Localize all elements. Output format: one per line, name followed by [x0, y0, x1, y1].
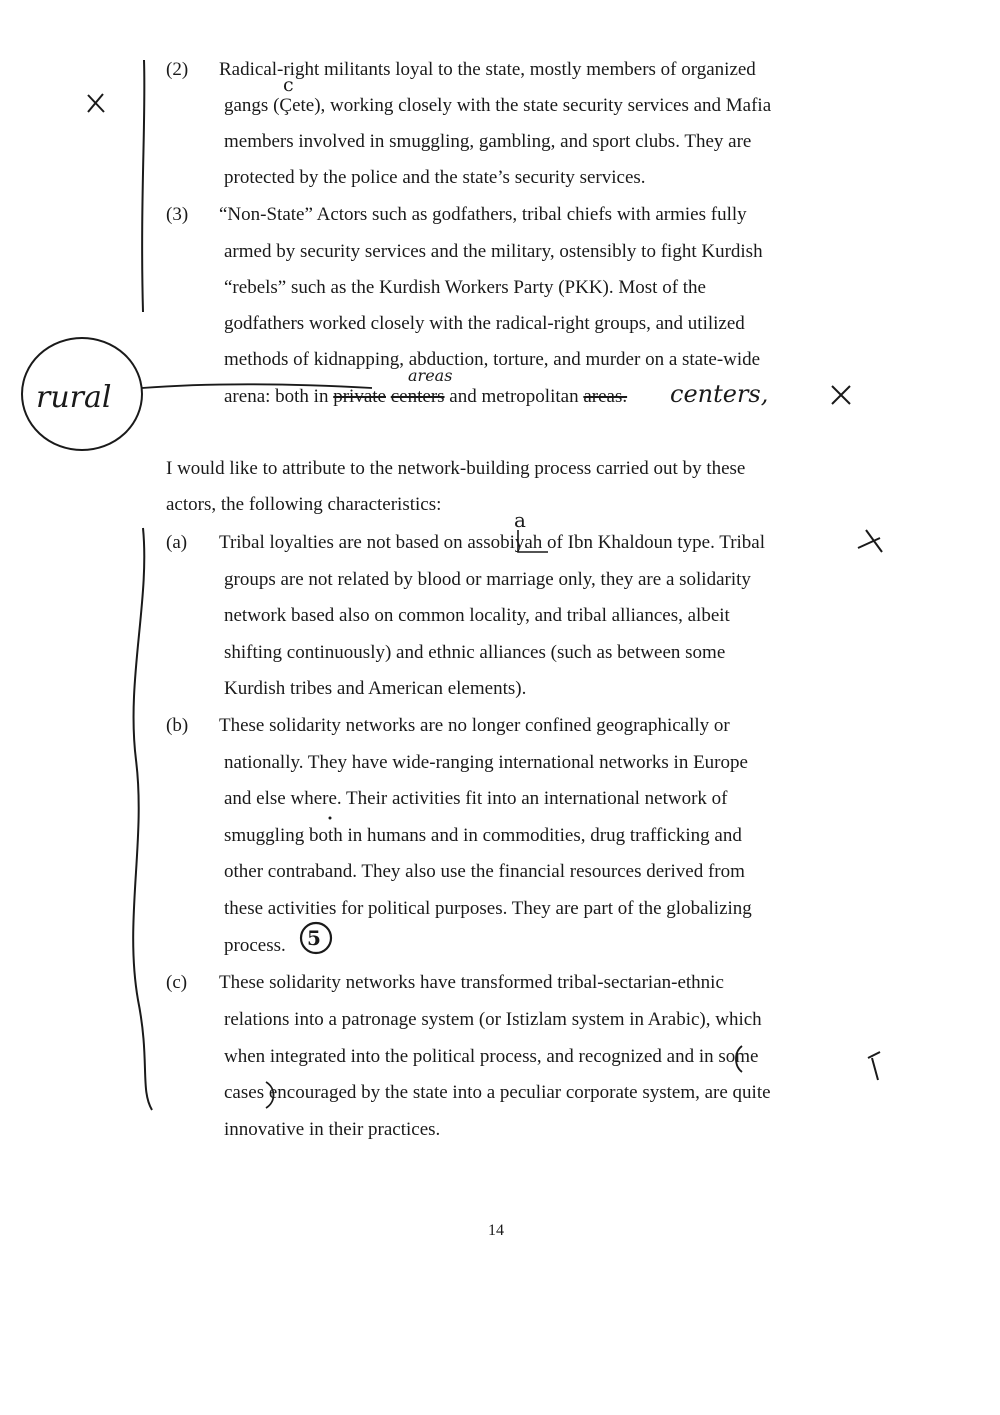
- item-3-line-6-b: and metropolitan: [444, 386, 584, 407]
- item-2-line-2: gangs (Çete), working closely with the state security services and Mafia: [224, 95, 772, 116]
- struck-centers: centers: [390, 386, 445, 407]
- point-c-line-4: cases encouraged by the state into a peculiar corporate system, are quite: [224, 1082, 771, 1103]
- point-b-line-4: smuggling both in humans and in commodities, drug trafficking and: [224, 825, 742, 846]
- margin-line-bottom: [133, 528, 152, 1110]
- handwritten-centers: centers,: [670, 380, 769, 408]
- intro-line-1: I would like to attribute to the network-building process carried out by these: [166, 458, 746, 479]
- point-b-line-5: other contraband. They also use the financial resources derived from: [224, 861, 745, 882]
- point-c-line-3: when integrated into the political process, and recognized and in some: [224, 1046, 759, 1067]
- struck-areas: areas.: [583, 386, 628, 407]
- handwritten-rural: rural: [36, 380, 112, 415]
- point-c-line-2: relations into a patronage system (or Istizlam system in Arabic), which: [224, 1009, 762, 1030]
- item-2-line-1: Radical-right militants loyal to the state, mostly members of organized: [219, 59, 756, 80]
- item-3-line-4: godfathers worked closely with the radical-right groups, and utilized: [224, 313, 745, 334]
- struck-private: private: [333, 386, 386, 407]
- item-3-line-3: “rebels” such as the Kurdish Workers Party (PKK). Most of the: [224, 277, 706, 298]
- x-mark-3: [858, 530, 882, 552]
- x-mark-2: [832, 386, 850, 404]
- handwritten-a: a: [514, 508, 526, 532]
- point-a-line-4: shifting continuously) and ethnic alliances (such as between some: [224, 642, 726, 663]
- point-b-line-7: process.: [224, 935, 286, 956]
- point-b-line-3: and else where. Their activities fit into an international network of: [224, 788, 728, 809]
- point-c-line-1: These solidarity networks have transformed tribal-sectarian-ethnic: [219, 972, 724, 993]
- item-3-line-6-a: arena: both in: [224, 386, 334, 407]
- point-marker-c: (c): [166, 972, 188, 993]
- item-2-line-3: members involved in smuggling, gambling, and sport clubs. They are: [224, 131, 752, 152]
- item-3-line-6: [224, 385, 627, 409]
- point-a-line-2: groups are not related by blood or marriage only, they are a solidarity: [224, 569, 751, 590]
- item-3-line-1: “Non-State” Actors such as godfathers, tribal chiefs with armies fully: [219, 204, 747, 225]
- point-b-line-2: nationally. They have wide-ranging international networks in Europe: [224, 752, 748, 773]
- x-mark-4: [868, 1052, 880, 1080]
- point-a-line-3: network based also on common locality, and tribal alliances, albeit: [224, 605, 730, 626]
- margin-line-top: [142, 60, 144, 312]
- handwritten-c: c: [283, 74, 294, 96]
- item-3-line-5: methods of kidnapping, abduction, torture, and murder on a state-wide: [224, 349, 761, 370]
- item-3-line-2: armed by security services and the military, ostensibly to fight Kurdish: [224, 241, 763, 262]
- point-b-line-6: these activities for political purposes. They are part of the globalizing: [224, 898, 752, 919]
- item-marker-2: (2): [166, 59, 189, 80]
- handwritten-areas: areas: [408, 366, 453, 385]
- x-mark-1: [88, 94, 104, 112]
- item-2-line-4: protected by the police and the state’s security services.: [224, 167, 646, 188]
- intro-line-2: actors, the following characteristics:: [166, 494, 442, 515]
- point-c-line-5: innovative in their practices.: [224, 1119, 441, 1140]
- point-b-line-1: These solidarity networks are no longer confined geographically or: [219, 715, 730, 736]
- point-marker-b: (b): [166, 715, 189, 736]
- item-marker-3: (3): [166, 204, 189, 225]
- stray-dot: [329, 817, 332, 820]
- point-a-line-1: Tribal loyalties are not based on assobiyah of Ibn Khaldoun type. Tribal: [219, 532, 766, 553]
- page-number: 14: [488, 1222, 504, 1239]
- point-a-line-5: Kurdish tribes and American elements).: [224, 678, 527, 699]
- point-marker-a: (a): [166, 532, 188, 553]
- circled-number-5: 5: [307, 926, 321, 950]
